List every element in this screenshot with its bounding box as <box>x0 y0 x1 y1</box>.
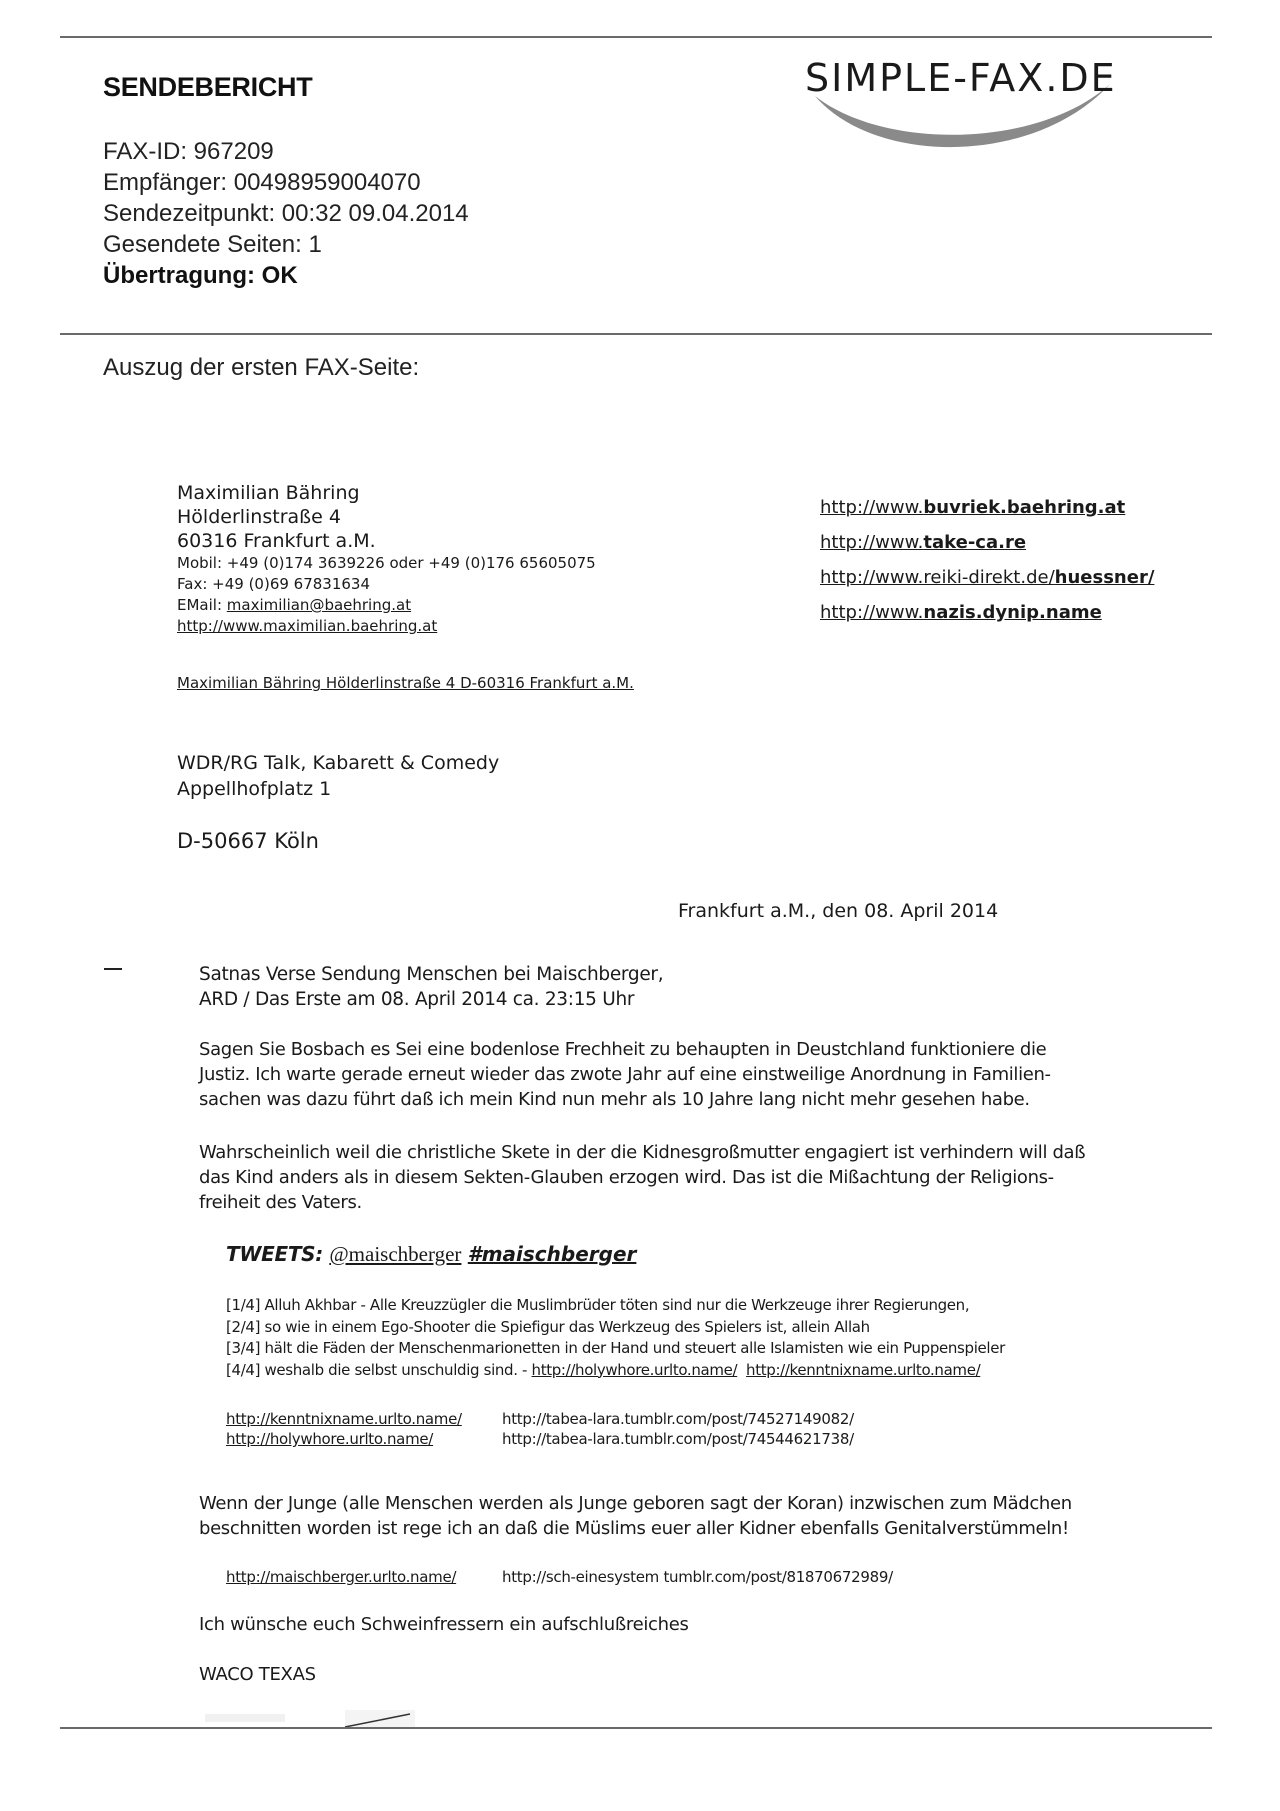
long-url: http://tabea-lara.tumblr.com/post/74527149082/ <box>502 1410 854 1428</box>
sender-website-link[interactable]: http://www.maximilian.baehring.at <box>177 617 438 635</box>
link-item[interactable] <box>820 560 1154 595</box>
email-link[interactable]: maximilian@baehring.at <box>226 596 412 614</box>
excerpt-label: Auszug der ersten FAX-Seite: <box>103 354 420 381</box>
recipient-line2: Appellhofplatz 1 <box>177 778 332 800</box>
long-url: http://sch-einesystem tumblr.com/post/81870672989/ <box>502 1568 893 1586</box>
link-domain: huessner/ <box>1054 567 1155 588</box>
link-prefix: http://www.reiki-direkt.de/ <box>820 567 1055 588</box>
report-meta <box>103 136 469 291</box>
subject-line1: Satnas Verse Sendung Menschen bei Maischberger, <box>199 964 664 985</box>
short-url-link[interactable]: http://holywhore.urlto.name/ <box>226 1430 434 1448</box>
tweet-list <box>226 1295 1005 1381</box>
top-divider <box>60 36 1212 38</box>
fold-mark <box>104 968 122 970</box>
tweet-link[interactable]: http://kenntnixname.urlto.name/ <box>746 1360 981 1379</box>
sender-fax: Fax: +49 (0)69 67831634 <box>177 575 371 593</box>
tweets-label: TWEETS: <box>226 1242 323 1266</box>
tweet-line <box>226 1360 1005 1382</box>
long-url-list <box>502 1409 854 1449</box>
sender-street: Hölderlinstraße 4 <box>177 506 341 528</box>
sender-block <box>177 481 596 637</box>
link-domain: nazis.dynip.name <box>923 602 1102 623</box>
paragraph-1 <box>199 1037 1051 1112</box>
tweet-line: [3/4] hält die Fäden der Menschenmarionetten in der Hand und steuert alle Islamisten wie ein Puppenspieler <box>226 1339 1005 1357</box>
link-prefix: http://www. <box>820 532 924 553</box>
return-address: Maximilian Bähring Hölderlinstraße 4 D-60316 Frankfurt a.M. <box>177 674 634 692</box>
fax-id: FAX-ID: 967209 <box>103 138 274 165</box>
pages-sent: Gesendete Seiten: 1 <box>103 231 322 258</box>
recipient-number: Empfänger: 00498959004070 <box>103 169 421 196</box>
signature-stroke-icon <box>205 1710 415 1728</box>
tweets-header <box>226 1242 636 1267</box>
twitter-handle-link[interactable]: @maischberger <box>329 1242 462 1266</box>
tweet-text: [4/4] weshalb die selbst unschuldig sind. - <box>226 1360 532 1379</box>
tweet-line: [2/4] so wie in einem Ego-Shooter die Spiefigur das Werkzeug des Spielers ist, allein Allah <box>226 1317 870 1336</box>
link-domain: take-ca.re <box>923 532 1027 553</box>
report-title: SENDEBERICHT <box>103 72 313 102</box>
short-url-list <box>226 1409 462 1449</box>
paragraph-line: freiheit des Vaters. <box>199 1192 362 1213</box>
sender-name: Maximilian Bähring <box>177 482 360 504</box>
link-item[interactable] <box>820 525 1154 560</box>
simple-fax-logo <box>805 56 1225 156</box>
recipient-line1: WDR/RG Talk, Kabarett & Comedy <box>177 752 500 774</box>
link-item[interactable] <box>820 595 1154 630</box>
long-url: http://tabea-lara.tumblr.com/post/74544621738/ <box>502 1430 854 1448</box>
email-label: EMail: <box>177 596 227 614</box>
subject-line2: ARD / Das Erste am 08. April 2014 ca. 23:15 Uhr <box>199 989 635 1010</box>
paragraph-line: Sagen Sie Bosbach es Sei eine bodenlose Frechheit zu behaupten in Deustchland funktioniere die <box>199 1039 1047 1060</box>
logo-text: SIMPLE-FAX.DE <box>805 56 1117 100</box>
paragraph-line: beschnitten worden ist rege ich an daß die Müslims euer aller Kidner ebenfalls Genitalverstümmeln! <box>199 1518 1069 1539</box>
sender-city: 60316 Frankfurt a.M. <box>177 530 376 552</box>
link-prefix: http://www. <box>820 602 924 623</box>
sender-email-line <box>177 595 596 616</box>
link-list <box>820 490 1154 630</box>
link-prefix: http://www. <box>820 497 924 518</box>
link-domain: buvriek.baehring.at <box>923 497 1126 518</box>
link-item[interactable] <box>820 490 1154 525</box>
date-line: Frankfurt a.M., den 08. April 2014 <box>678 900 999 922</box>
subject <box>199 962 663 1012</box>
paragraph-line: Wahrscheinlich weil die christliche Skete in der die Kidnesgroßmutter engagiert ist verhindern will daß <box>199 1142 1086 1163</box>
recipient-address <box>177 750 499 802</box>
closing-line: Ich wünsche euch Schweinfressern ein aufschlußreiches <box>199 1614 689 1635</box>
hashtag-link[interactable]: #maischberger <box>467 1242 637 1266</box>
short-url-link[interactable]: http://maischberger.urlto.name/ <box>226 1568 457 1586</box>
transmission-status: Übertragung: OK <box>103 262 298 289</box>
recipient-city: D-50667 Köln <box>177 829 319 853</box>
short-url-link[interactable]: http://kenntnixname.urlto.name/ <box>226 1410 462 1428</box>
bottom-divider <box>60 1727 1212 1729</box>
paragraph-line: Wenn der Junge (alle Menschen werden als Junge geboren sagt der Koran) inzwischen zum Mädchen <box>199 1493 1072 1514</box>
tweet-link[interactable]: http://holywhore.urlto.name/ <box>531 1360 738 1379</box>
paragraph-line: das Kind anders als in diesem Sekten-Glauben erzogen wird. Das ist die Mißachtung der Religions- <box>199 1167 1054 1188</box>
signature: WACO TEXAS <box>199 1664 316 1685</box>
paragraph-2 <box>199 1140 1085 1215</box>
paragraph-3 <box>199 1491 1072 1541</box>
paragraph-line: Justiz. Ich warte gerade erneut wieder das zwote Jahr auf eine einstweilige Anordnung in Familien- <box>199 1064 1051 1085</box>
section-divider <box>60 333 1212 335</box>
send-time: Sendezeitpunkt: 00:32 09.04.2014 <box>103 200 469 227</box>
paragraph-line: sachen was dazu führt daß ich mein Kind nun mehr als 10 Jahre lang nicht mehr gesehen habe. <box>199 1089 1030 1110</box>
tweet-line: [1/4] Alluh Akhbar - Alle Kreuzzügler die Muslimbrüder töten sind nur die Werkzeuge ihrer Regierungen, <box>226 1296 970 1314</box>
sender-mobile: Mobil: +49 (0)174 3639226 oder +49 (0)176 65605075 <box>177 554 596 572</box>
